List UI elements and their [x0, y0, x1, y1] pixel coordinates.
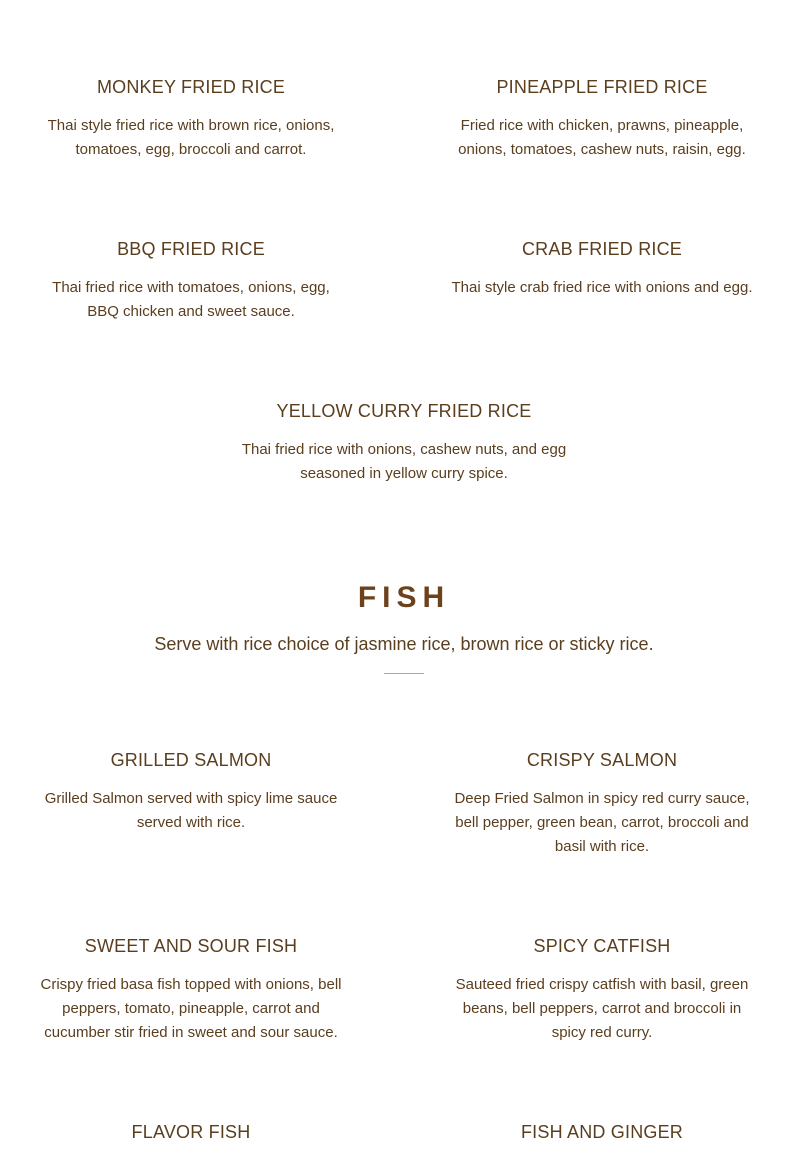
menu-item-description: Deep Fried Salmon in spicy red curry sauce, bell pepper, green bean, carrot, broccoli and basil with rice.: [454, 790, 750, 855]
menu-item-description: Thai fried rice with onions, cashew nuts, and egg seasoned in yellow curry spice.: [241, 441, 567, 482]
menu-item-title: SPICY CATFISH: [533, 936, 671, 956]
menu-item-title: SWEET AND SOUR FISH: [84, 936, 298, 956]
section-subtitle: Serve with rice choice of jasmine rice, brown rice or sticky rice.: [154, 634, 654, 654]
menu-item-yellow-curry-fried-rice: [240, 400, 568, 486]
menu-item-flavor-fish: [36, 1121, 346, 1143]
menu-item-grilled-salmon: [36, 749, 346, 835]
menu-item-title: FISH AND GINGER: [520, 1122, 684, 1142]
menu-item-title: MONKEY FRIED RICE: [96, 77, 286, 97]
menu-item-spicy-catfish: [447, 935, 757, 1045]
menu-item-title: PINEAPPLE FRIED RICE: [496, 77, 708, 97]
menu-item-description: Thai fried rice with tomatoes, onions, egg, BBQ chicken and sweet sauce.: [52, 279, 330, 320]
menu-item-sweet-and-sour-fish: [36, 935, 346, 1045]
menu-item-description: Thai style fried rice with brown rice, onions, tomatoes, egg, broccoli and carrot.: [47, 117, 335, 158]
menu-item-bbq-fried-rice: [36, 238, 346, 324]
menu-item-description: Grilled Salmon served with spicy lime sauce served with rice.: [44, 790, 338, 831]
menu-item-title: CRAB FRIED RICE: [521, 239, 683, 259]
menu-item-crispy-salmon: [447, 749, 757, 859]
menu-item-fish-and-ginger: [447, 1121, 757, 1143]
menu-item-pineapple-fried-rice: [447, 76, 757, 162]
menu-item-description: Thai style crab fried rice with onions and egg.: [451, 279, 753, 296]
menu-item-crab-fried-rice: [447, 238, 757, 300]
menu-item-title: YELLOW CURRY FRIED RICE: [276, 401, 532, 421]
menu-item-title: BBQ FRIED RICE: [117, 239, 265, 259]
menu-item-description: Sauteed fried crispy catfish with basil, green beans, bell peppers, carrot and broccoli in spicy red curry.: [455, 976, 749, 1041]
menu-item-description: Fried rice with chicken, prawns, pineapple, onions, tomatoes, cashew nuts, raisin, egg.: [458, 117, 746, 158]
menu-item-title: CRISPY SALMON: [526, 750, 678, 770]
section-divider: [384, 673, 424, 674]
menu-item-title: FLAVOR FISH: [131, 1122, 251, 1142]
menu-item-monkey-fried-rice: [36, 76, 346, 162]
section-title-fish: FISH: [357, 581, 451, 614]
menu-item-description: Crispy fried basa fish topped with onions, bell peppers, tomato, pineapple, carrot and cucumber stir fried in sweet and sour sauce.: [40, 976, 342, 1041]
menu-item-title: GRILLED SALMON: [110, 750, 272, 770]
